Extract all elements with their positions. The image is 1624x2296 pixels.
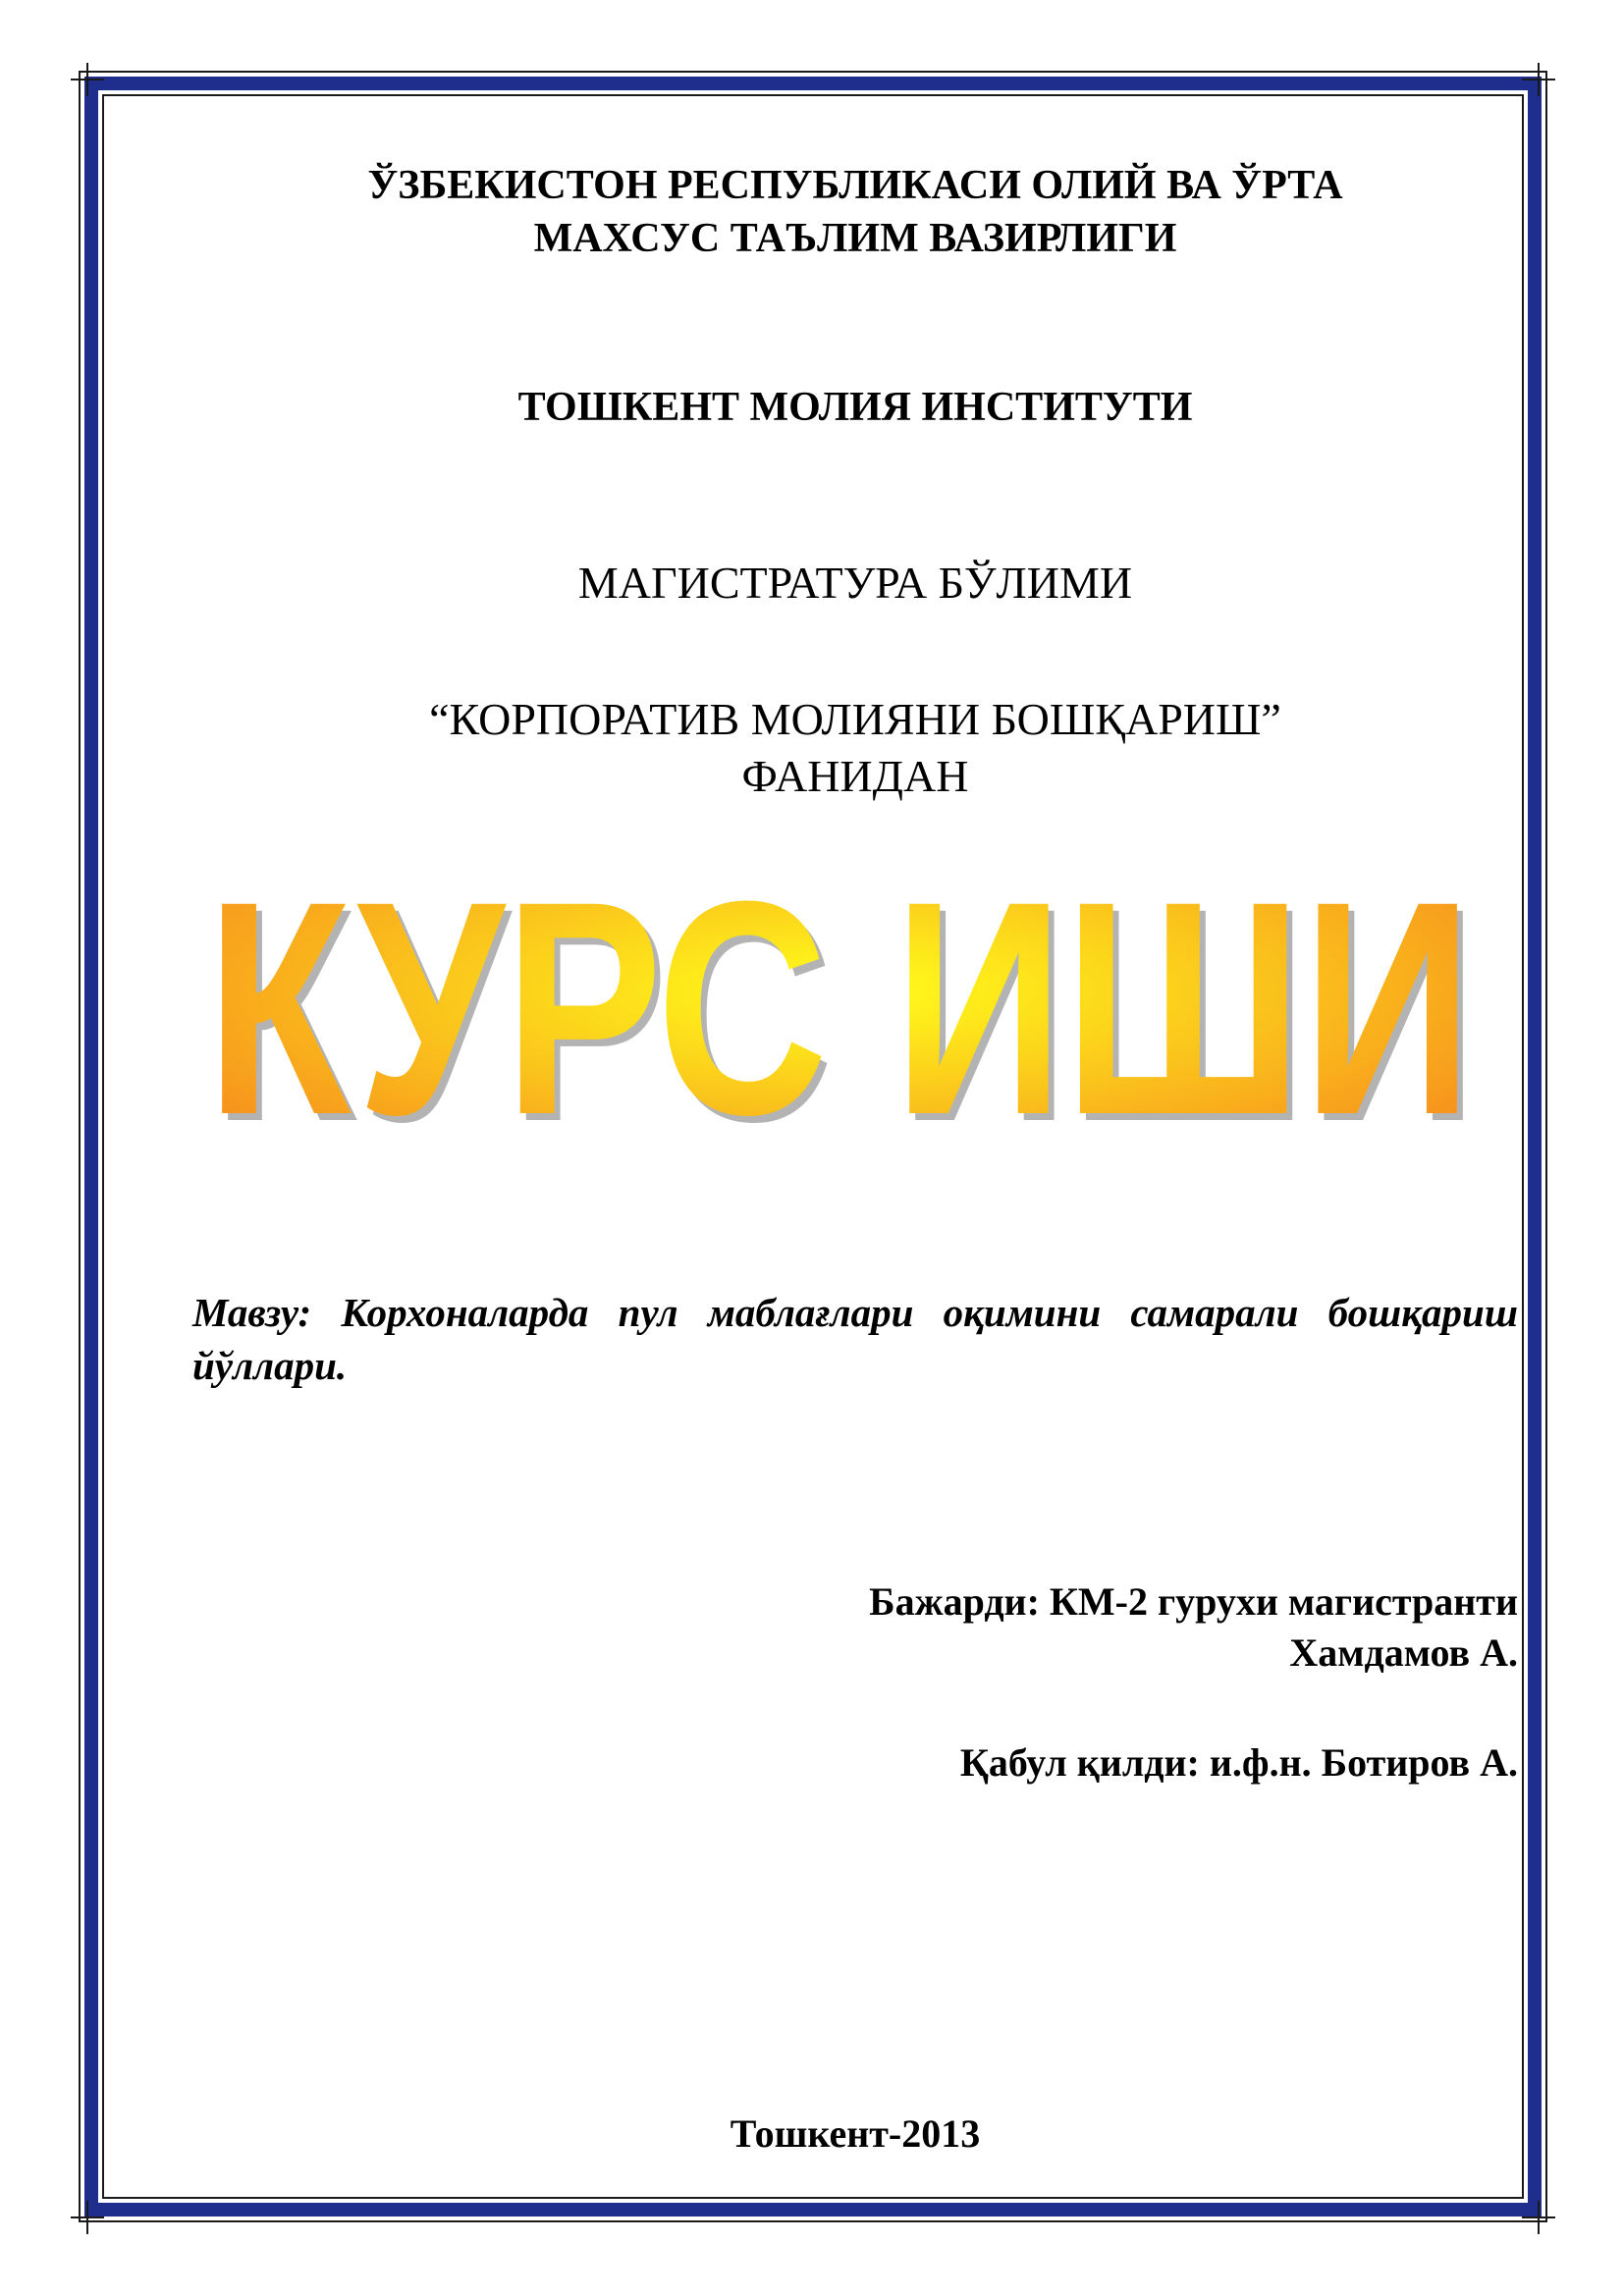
subject-line-2: ФАНИДАН (741, 751, 969, 801)
course-work-headline (187, 854, 1492, 1148)
ministry-heading (192, 159, 1518, 265)
corner-ornament-top-left (71, 63, 104, 96)
department-heading: МАГИСТРАТУРА БЎЛИМИ (577, 558, 1133, 608)
performed-by-line-2: Хамдамов А. (1289, 1630, 1518, 1675)
corner-ornament-bottom-left (71, 2201, 104, 2234)
corner-ornament-top-right (1522, 63, 1555, 96)
headline-text: КУРС ИШИ (206, 854, 1473, 1148)
corner-ornament-bottom-right (1522, 2201, 1555, 2234)
subject-line-1: “КОРПОРАТИВ МОЛИЯНИ БОШҚАРИШ” (429, 694, 1281, 744)
performed-by-line-1: Бажарди: КМ-2 гурухи магистранти (869, 1579, 1518, 1624)
subject-heading (192, 691, 1518, 805)
ministry-line-2: МАХСУС ТАЪЛИМ ВАЗИРЛИГИ (533, 216, 1177, 261)
institute-heading: ТОШКЕНТ МОЛИЯ ИНСТИТУТИ (517, 385, 1193, 430)
headline-wordart (187, 854, 1492, 1148)
performed-by (192, 1576, 1518, 1679)
accepted-by: Қабул қилди: и.ф.н. Ботиров А. (959, 1740, 1518, 1785)
topic-statement: Мавзу: Корхоналарда пул маблағлари оқимини самарали бошқариш йўллари. (192, 1290, 1518, 1388)
headline-shadow: КУРС ИШИ (212, 854, 1479, 1148)
ministry-line-1: ЎЗБЕКИСТОН РЕСПУБЛИКАСИ ОЛИЙ ВА ЎРТА (367, 163, 1343, 208)
city-year: Тошкент-2013 (730, 2111, 981, 2156)
